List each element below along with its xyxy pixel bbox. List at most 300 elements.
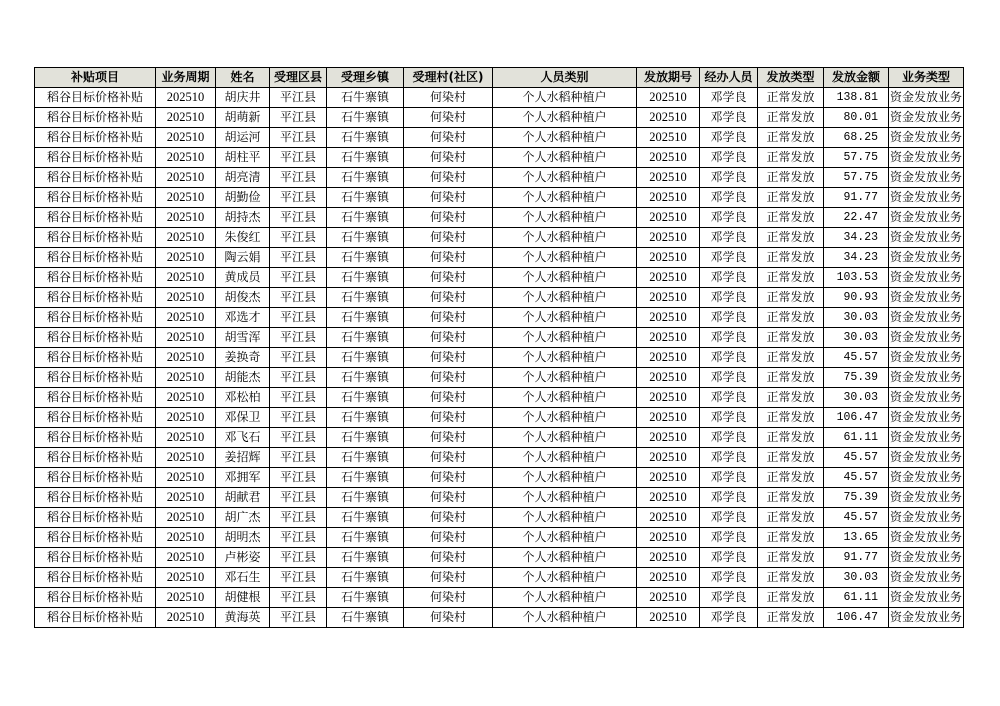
cell-township: 石牛寨镇 <box>327 388 404 408</box>
cell-issue-type: 正常发放 <box>758 408 824 428</box>
cell-issue-number: 202510 <box>637 608 700 628</box>
cell-issue-number: 202510 <box>637 288 700 308</box>
cell-handler: 邓学良 <box>700 508 758 528</box>
table-row <box>35 588 964 608</box>
cell-business-type: 资金发放业务 <box>889 308 964 328</box>
cell-person-category: 个人水稻种植户 <box>493 88 637 108</box>
cell-district: 平江县 <box>270 368 327 388</box>
table-row <box>35 168 964 188</box>
cell-business-type: 资金发放业务 <box>889 608 964 628</box>
cell-issue-amount: 80.01 <box>824 108 889 128</box>
cell-district: 平江县 <box>270 448 327 468</box>
cell-business-type: 资金发放业务 <box>889 248 964 268</box>
cell-issue-number: 202510 <box>637 408 700 428</box>
cell-issue-amount: 75.39 <box>824 488 889 508</box>
cell-business-type: 资金发放业务 <box>889 148 964 168</box>
column-header-subsidy-project: 补贴项目 <box>35 68 156 88</box>
cell-issue-type: 正常发放 <box>758 128 824 148</box>
cell-issue-number: 202510 <box>637 428 700 448</box>
cell-subsidy-project: 稻谷目标价格补贴 <box>35 88 156 108</box>
cell-issue-amount: 22.47 <box>824 208 889 228</box>
cell-issue-number: 202510 <box>637 248 700 268</box>
column-header-issue-amount: 发放金额 <box>824 68 889 88</box>
cell-village: 何染村 <box>404 468 493 488</box>
table-row <box>35 308 964 328</box>
cell-issue-number: 202510 <box>637 128 700 148</box>
cell-name: 邓保卫 <box>216 408 270 428</box>
cell-subsidy-project: 稻谷目标价格补贴 <box>35 448 156 468</box>
cell-person-category: 个人水稻种植户 <box>493 348 637 368</box>
cell-village: 何染村 <box>404 328 493 348</box>
cell-village: 何染村 <box>404 248 493 268</box>
cell-village: 何染村 <box>404 268 493 288</box>
cell-issue-amount: 30.03 <box>824 308 889 328</box>
cell-handler: 邓学良 <box>700 348 758 368</box>
cell-name: 黄成员 <box>216 268 270 288</box>
cell-business-period: 202510 <box>156 128 216 148</box>
cell-person-category: 个人水稻种植户 <box>493 108 637 128</box>
cell-village: 何染村 <box>404 428 493 448</box>
cell-business-period: 202510 <box>156 248 216 268</box>
cell-district: 平江县 <box>270 508 327 528</box>
cell-issue-type: 正常发放 <box>758 428 824 448</box>
cell-person-category: 个人水稻种植户 <box>493 228 637 248</box>
cell-name: 邓石生 <box>216 568 270 588</box>
cell-name: 邓飞石 <box>216 428 270 448</box>
cell-subsidy-project: 稻谷目标价格补贴 <box>35 268 156 288</box>
cell-township: 石牛寨镇 <box>327 168 404 188</box>
column-header-village: 受理村(社区) <box>404 68 493 88</box>
cell-business-type: 资金发放业务 <box>889 348 964 368</box>
cell-district: 平江县 <box>270 168 327 188</box>
cell-subsidy-project: 稻谷目标价格补贴 <box>35 468 156 488</box>
cell-business-period: 202510 <box>156 488 216 508</box>
cell-issue-number: 202510 <box>637 508 700 528</box>
cell-subsidy-project: 稻谷目标价格补贴 <box>35 328 156 348</box>
cell-village: 何染村 <box>404 228 493 248</box>
cell-business-type: 资金发放业务 <box>889 488 964 508</box>
cell-issue-amount: 68.25 <box>824 128 889 148</box>
cell-person-category: 个人水稻种植户 <box>493 188 637 208</box>
cell-person-category: 个人水稻种植户 <box>493 368 637 388</box>
cell-township: 石牛寨镇 <box>327 208 404 228</box>
cell-district: 平江县 <box>270 588 327 608</box>
cell-person-category: 个人水稻种植户 <box>493 168 637 188</box>
cell-issue-type: 正常发放 <box>758 268 824 288</box>
cell-township: 石牛寨镇 <box>327 608 404 628</box>
cell-issue-type: 正常发放 <box>758 88 824 108</box>
cell-district: 平江县 <box>270 248 327 268</box>
cell-district: 平江县 <box>270 488 327 508</box>
cell-issue-amount: 57.75 <box>824 168 889 188</box>
cell-business-period: 202510 <box>156 328 216 348</box>
cell-business-type: 资金发放业务 <box>889 328 964 348</box>
cell-subsidy-project: 稻谷目标价格补贴 <box>35 108 156 128</box>
cell-village: 何染村 <box>404 88 493 108</box>
cell-district: 平江县 <box>270 328 327 348</box>
table-header-row <box>35 68 964 88</box>
cell-township: 石牛寨镇 <box>327 88 404 108</box>
cell-district: 平江县 <box>270 148 327 168</box>
table-row <box>35 148 964 168</box>
cell-issue-amount: 75.39 <box>824 368 889 388</box>
cell-township: 石牛寨镇 <box>327 508 404 528</box>
cell-handler: 邓学良 <box>700 128 758 148</box>
cell-business-type: 资金发放业务 <box>889 88 964 108</box>
cell-subsidy-project: 稻谷目标价格补贴 <box>35 188 156 208</box>
table-row <box>35 128 964 148</box>
column-header-issue-number: 发放期号 <box>637 68 700 88</box>
cell-business-period: 202510 <box>156 568 216 588</box>
cell-name: 胡持杰 <box>216 208 270 228</box>
cell-issue-type: 正常发放 <box>758 588 824 608</box>
cell-handler: 邓学良 <box>700 188 758 208</box>
cell-handler: 邓学良 <box>700 448 758 468</box>
cell-village: 何染村 <box>404 488 493 508</box>
cell-village: 何染村 <box>404 588 493 608</box>
cell-village: 何染村 <box>404 308 493 328</box>
cell-issue-type: 正常发放 <box>758 548 824 568</box>
cell-business-type: 资金发放业务 <box>889 468 964 488</box>
cell-issue-amount: 45.57 <box>824 448 889 468</box>
cell-village: 何染村 <box>404 528 493 548</box>
cell-handler: 邓学良 <box>700 588 758 608</box>
cell-business-type: 资金发放业务 <box>889 528 964 548</box>
table-row <box>35 508 964 528</box>
cell-issue-type: 正常发放 <box>758 328 824 348</box>
cell-business-type: 资金发放业务 <box>889 268 964 288</box>
cell-village: 何染村 <box>404 368 493 388</box>
cell-subsidy-project: 稻谷目标价格补贴 <box>35 588 156 608</box>
cell-person-category: 个人水稻种植户 <box>493 508 637 528</box>
cell-subsidy-project: 稻谷目标价格补贴 <box>35 248 156 268</box>
cell-business-period: 202510 <box>156 148 216 168</box>
cell-issue-number: 202510 <box>637 388 700 408</box>
cell-business-type: 资金发放业务 <box>889 588 964 608</box>
cell-subsidy-project: 稻谷目标价格补贴 <box>35 168 156 188</box>
cell-business-period: 202510 <box>156 428 216 448</box>
table-row <box>35 88 964 108</box>
cell-name: 姜换奇 <box>216 348 270 368</box>
cell-subsidy-project: 稻谷目标价格补贴 <box>35 388 156 408</box>
cell-township: 石牛寨镇 <box>327 448 404 468</box>
cell-village: 何染村 <box>404 148 493 168</box>
cell-district: 平江县 <box>270 288 327 308</box>
cell-person-category: 个人水稻种植户 <box>493 328 637 348</box>
cell-issue-type: 正常发放 <box>758 168 824 188</box>
cell-person-category: 个人水稻种植户 <box>493 128 637 148</box>
cell-district: 平江县 <box>270 128 327 148</box>
cell-handler: 邓学良 <box>700 468 758 488</box>
cell-business-type: 资金发放业务 <box>889 128 964 148</box>
cell-person-category: 个人水稻种植户 <box>493 468 637 488</box>
cell-business-period: 202510 <box>156 528 216 548</box>
cell-village: 何染村 <box>404 388 493 408</box>
cell-issue-type: 正常发放 <box>758 508 824 528</box>
cell-issue-amount: 61.11 <box>824 588 889 608</box>
cell-issue-amount: 90.93 <box>824 288 889 308</box>
cell-person-category: 个人水稻种植户 <box>493 308 637 328</box>
cell-business-period: 202510 <box>156 228 216 248</box>
cell-village: 何染村 <box>404 108 493 128</box>
cell-issue-amount: 61.11 <box>824 428 889 448</box>
cell-business-period: 202510 <box>156 388 216 408</box>
table-row <box>35 348 964 368</box>
cell-subsidy-project: 稻谷目标价格补贴 <box>35 568 156 588</box>
cell-subsidy-project: 稻谷目标价格补贴 <box>35 288 156 308</box>
cell-person-category: 个人水稻种植户 <box>493 548 637 568</box>
cell-name: 邓选才 <box>216 308 270 328</box>
cell-business-type: 资金发放业务 <box>889 448 964 468</box>
cell-name: 姜招辉 <box>216 448 270 468</box>
cell-business-type: 资金发放业务 <box>889 168 964 188</box>
cell-district: 平江县 <box>270 108 327 128</box>
cell-handler: 邓学良 <box>700 88 758 108</box>
cell-district: 平江县 <box>270 408 327 428</box>
cell-business-period: 202510 <box>156 608 216 628</box>
cell-person-category: 个人水稻种植户 <box>493 428 637 448</box>
cell-township: 石牛寨镇 <box>327 228 404 248</box>
cell-issue-amount: 34.23 <box>824 248 889 268</box>
cell-business-period: 202510 <box>156 308 216 328</box>
cell-person-category: 个人水稻种植户 <box>493 568 637 588</box>
cell-township: 石牛寨镇 <box>327 308 404 328</box>
cell-village: 何染村 <box>404 288 493 308</box>
cell-issue-number: 202510 <box>637 528 700 548</box>
cell-district: 平江县 <box>270 268 327 288</box>
cell-district: 平江县 <box>270 428 327 448</box>
cell-subsidy-project: 稻谷目标价格补贴 <box>35 488 156 508</box>
cell-handler: 邓学良 <box>700 248 758 268</box>
cell-handler: 邓学良 <box>700 288 758 308</box>
cell-issue-number: 202510 <box>637 468 700 488</box>
cell-person-category: 个人水稻种植户 <box>493 248 637 268</box>
cell-issue-number: 202510 <box>637 548 700 568</box>
cell-business-type: 资金发放业务 <box>889 428 964 448</box>
cell-person-category: 个人水稻种植户 <box>493 528 637 548</box>
cell-issue-type: 正常发放 <box>758 488 824 508</box>
cell-township: 石牛寨镇 <box>327 248 404 268</box>
table-row <box>35 388 964 408</box>
table-row <box>35 368 964 388</box>
column-header-name: 姓名 <box>216 68 270 88</box>
cell-township: 石牛寨镇 <box>327 428 404 448</box>
cell-business-period: 202510 <box>156 88 216 108</box>
cell-subsidy-project: 稻谷目标价格补贴 <box>35 528 156 548</box>
table-row <box>35 568 964 588</box>
table-row <box>35 268 964 288</box>
cell-subsidy-project: 稻谷目标价格补贴 <box>35 408 156 428</box>
cell-person-category: 个人水稻种植户 <box>493 588 637 608</box>
cell-business-type: 资金发放业务 <box>889 568 964 588</box>
subsidy-table <box>34 67 964 628</box>
cell-issue-type: 正常发放 <box>758 348 824 368</box>
cell-district: 平江县 <box>270 228 327 248</box>
cell-village: 何染村 <box>404 348 493 368</box>
cell-issue-amount: 57.75 <box>824 148 889 168</box>
cell-village: 何染村 <box>404 408 493 428</box>
cell-handler: 邓学良 <box>700 428 758 448</box>
cell-business-period: 202510 <box>156 288 216 308</box>
cell-village: 何染村 <box>404 548 493 568</box>
cell-handler: 邓学良 <box>700 208 758 228</box>
table-row <box>35 248 964 268</box>
cell-issue-amount: 103.53 <box>824 268 889 288</box>
cell-district: 平江县 <box>270 568 327 588</box>
cell-name: 邓松柏 <box>216 388 270 408</box>
cell-handler: 邓学良 <box>700 368 758 388</box>
cell-name: 胡广杰 <box>216 508 270 528</box>
cell-district: 平江县 <box>270 548 327 568</box>
cell-district: 平江县 <box>270 608 327 628</box>
cell-issue-type: 正常发放 <box>758 468 824 488</box>
column-header-township: 受理乡镇 <box>327 68 404 88</box>
table-body <box>35 88 964 628</box>
cell-business-type: 资金发放业务 <box>889 208 964 228</box>
cell-person-category: 个人水稻种植户 <box>493 288 637 308</box>
cell-issue-amount: 91.77 <box>824 188 889 208</box>
cell-business-period: 202510 <box>156 468 216 488</box>
cell-township: 石牛寨镇 <box>327 108 404 128</box>
table-row <box>35 428 964 448</box>
cell-name: 胡献君 <box>216 488 270 508</box>
cell-business-type: 资金发放业务 <box>889 288 964 308</box>
cell-issue-amount: 45.57 <box>824 468 889 488</box>
cell-issue-number: 202510 <box>637 228 700 248</box>
cell-handler: 邓学良 <box>700 548 758 568</box>
cell-handler: 邓学良 <box>700 108 758 128</box>
cell-district: 平江县 <box>270 528 327 548</box>
cell-township: 石牛寨镇 <box>327 528 404 548</box>
cell-name: 卢彬姿 <box>216 548 270 568</box>
cell-business-period: 202510 <box>156 408 216 428</box>
cell-village: 何染村 <box>404 208 493 228</box>
cell-business-period: 202510 <box>156 448 216 468</box>
cell-handler: 邓学良 <box>700 328 758 348</box>
cell-business-period: 202510 <box>156 548 216 568</box>
cell-district: 平江县 <box>270 208 327 228</box>
table-row <box>35 408 964 428</box>
cell-issue-number: 202510 <box>637 588 700 608</box>
cell-issue-amount: 30.03 <box>824 328 889 348</box>
column-header-issue-type: 发放类型 <box>758 68 824 88</box>
cell-village: 何染村 <box>404 508 493 528</box>
cell-person-category: 个人水稻种植户 <box>493 268 637 288</box>
cell-business-type: 资金发放业务 <box>889 368 964 388</box>
cell-issue-type: 正常发放 <box>758 568 824 588</box>
cell-name: 朱俊红 <box>216 228 270 248</box>
cell-village: 何染村 <box>404 568 493 588</box>
table-row <box>35 548 964 568</box>
cell-person-category: 个人水稻种植户 <box>493 488 637 508</box>
cell-handler: 邓学良 <box>700 148 758 168</box>
cell-person-category: 个人水稻种植户 <box>493 608 637 628</box>
cell-village: 何染村 <box>404 188 493 208</box>
cell-subsidy-project: 稻谷目标价格补贴 <box>35 548 156 568</box>
cell-issue-type: 正常发放 <box>758 108 824 128</box>
cell-issue-number: 202510 <box>637 448 700 468</box>
cell-township: 石牛寨镇 <box>327 268 404 288</box>
cell-village: 何染村 <box>404 128 493 148</box>
table-row <box>35 448 964 468</box>
cell-issue-type: 正常发放 <box>758 308 824 328</box>
cell-business-period: 202510 <box>156 188 216 208</box>
cell-district: 平江县 <box>270 308 327 328</box>
cell-issue-number: 202510 <box>637 168 700 188</box>
cell-issue-number: 202510 <box>637 328 700 348</box>
cell-issue-type: 正常发放 <box>758 148 824 168</box>
cell-subsidy-project: 稻谷目标价格补贴 <box>35 308 156 328</box>
cell-name: 胡健根 <box>216 588 270 608</box>
cell-district: 平江县 <box>270 188 327 208</box>
cell-name: 黄海英 <box>216 608 270 628</box>
cell-subsidy-project: 稻谷目标价格补贴 <box>35 608 156 628</box>
cell-name: 胡雪浑 <box>216 328 270 348</box>
cell-township: 石牛寨镇 <box>327 568 404 588</box>
cell-township: 石牛寨镇 <box>327 408 404 428</box>
cell-issue-amount: 91.77 <box>824 548 889 568</box>
cell-issue-type: 正常发放 <box>758 608 824 628</box>
column-header-business-type: 业务类型 <box>889 68 964 88</box>
cell-issue-amount: 30.03 <box>824 568 889 588</box>
table-row <box>35 228 964 248</box>
table-row <box>35 288 964 308</box>
cell-issue-number: 202510 <box>637 368 700 388</box>
table-row <box>35 188 964 208</box>
cell-township: 石牛寨镇 <box>327 148 404 168</box>
cell-business-type: 资金发放业务 <box>889 188 964 208</box>
cell-issue-amount: 30.03 <box>824 388 889 408</box>
cell-township: 石牛寨镇 <box>327 588 404 608</box>
cell-handler: 邓学良 <box>700 488 758 508</box>
column-header-handler: 经办人员 <box>700 68 758 88</box>
cell-issue-amount: 13.65 <box>824 528 889 548</box>
cell-handler: 邓学良 <box>700 168 758 188</box>
cell-issue-amount: 34.23 <box>824 228 889 248</box>
cell-handler: 邓学良 <box>700 308 758 328</box>
cell-handler: 邓学良 <box>700 228 758 248</box>
cell-township: 石牛寨镇 <box>327 368 404 388</box>
table-row <box>35 108 964 128</box>
cell-name: 胡运河 <box>216 128 270 148</box>
cell-township: 石牛寨镇 <box>327 488 404 508</box>
column-header-district: 受理区县 <box>270 68 327 88</box>
cell-issue-number: 202510 <box>637 188 700 208</box>
table-row <box>35 528 964 548</box>
cell-issue-number: 202510 <box>637 108 700 128</box>
cell-name: 胡亮清 <box>216 168 270 188</box>
cell-issue-type: 正常发放 <box>758 188 824 208</box>
cell-district: 平江县 <box>270 388 327 408</box>
cell-township: 石牛寨镇 <box>327 328 404 348</box>
cell-business-type: 资金发放业务 <box>889 388 964 408</box>
cell-issue-number: 202510 <box>637 148 700 168</box>
cell-township: 石牛寨镇 <box>327 288 404 308</box>
cell-person-category: 个人水稻种植户 <box>493 408 637 428</box>
cell-township: 石牛寨镇 <box>327 188 404 208</box>
cell-issue-number: 202510 <box>637 268 700 288</box>
cell-name: 胡勤俭 <box>216 188 270 208</box>
cell-issue-type: 正常发放 <box>758 448 824 468</box>
cell-person-category: 个人水稻种植户 <box>493 208 637 228</box>
cell-issue-type: 正常发放 <box>758 208 824 228</box>
cell-issue-number: 202510 <box>637 308 700 328</box>
table-row <box>35 328 964 348</box>
cell-name: 胡萌新 <box>216 108 270 128</box>
cell-issue-number: 202510 <box>637 488 700 508</box>
cell-district: 平江县 <box>270 348 327 368</box>
cell-issue-amount: 45.57 <box>824 508 889 528</box>
